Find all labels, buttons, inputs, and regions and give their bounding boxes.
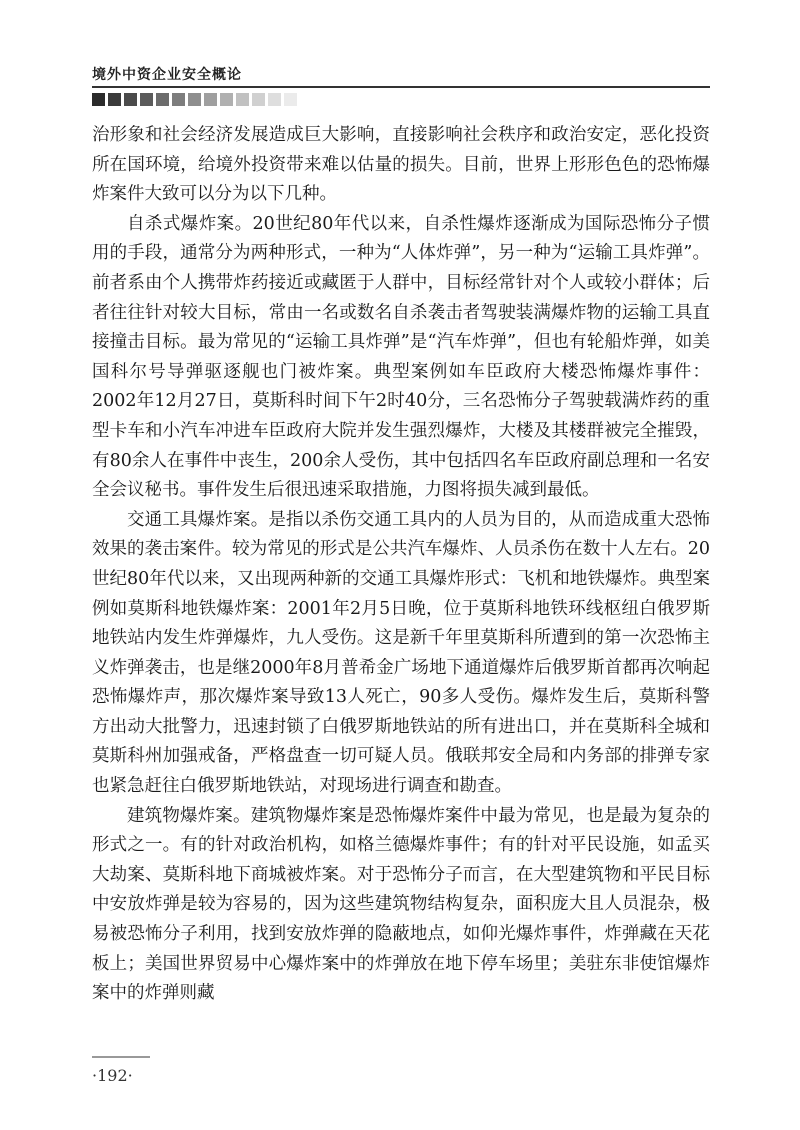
header-square: [92, 93, 105, 106]
running-header-title: 境外中资企业安全概论: [92, 67, 242, 83]
header-square: [172, 93, 185, 106]
header-square: [156, 93, 169, 106]
header-square: [204, 93, 217, 106]
paragraph-continuation: 治形象和社会经济发展造成巨大影响，直接影响社会秩序和政治安定，恶化投资所在国环境，给境外投资带来难以估量的损失。目前，世界上形形色色的恐怖爆炸案件大致可以分为以下几种。: [92, 125, 710, 205]
footer-rule: [92, 1056, 150, 1058]
header-square: [124, 93, 137, 106]
header-square: [252, 93, 265, 106]
header-square: [188, 93, 201, 106]
header-square: [268, 93, 281, 106]
header-decorative-squares: [92, 93, 297, 106]
header-rule: [92, 86, 710, 88]
header-square: [140, 93, 153, 106]
paragraph-transport-bombing: 交通工具爆炸案。是指以杀伤交通工具内的人员为目的，从而造成重大恐怖效果的袭击案件。较为常见的形式是公共汽车爆炸、人员杀伤在数十人左右。20世纪80年代以来，又出现两种新的交通工具爆炸形式：飞机和地铁爆炸。典型案例如莫斯科地铁爆炸案：2001年2月5日晚，位于莫斯科地铁环线枢纽白俄罗斯地铁站内发生炸弹爆炸，九人受伤。这是新千年里莫斯科所遭到的第一次恐怖主义炸弹袭击，也是继2000年8月普希金广场地下通道爆炸后俄罗斯首都再次响起恐怖爆炸声，那次爆炸案导致13人死亡，90多人受伤。爆炸发生后，莫斯科警方出动大批警力，迅速封锁了白俄罗斯地铁站的所有进出口，并在莫斯科全城和莫斯科州加强戒备，严格盘查一切可疑人员。俄联邦安全局和内务部的排弹专家也紧急赶往白俄罗斯地铁站，对现场进行调查和勘查。: [92, 509, 710, 797]
header-square: [236, 93, 249, 106]
header-square: [284, 93, 297, 106]
page-number: ·192·: [92, 1066, 133, 1085]
body-text: [92, 121, 710, 1009]
paragraph-building-bombing: 建筑物爆炸案。建筑物爆炸案是恐怖爆炸案件中最为常见，也是最为复杂的形式之一。有的针对政治机构，如格兰德爆炸事件；有的针对平民设施，如孟买大劫案、莫斯科地下商城被炸案。对于恐怖分子而言，在大型建筑物和平民目标中安放炸弹是较为容易的，因为这些建筑物结构复杂，面积庞大且人员混杂，极易被恐怖分子利用，找到安放炸弹的隐蔽地点，如仰光爆炸事件，炸弹藏在天花板上；美国世界贸易中心爆炸案中的炸弹放在地下停车场里；美驻东非使馆爆炸案中的炸弹则藏: [92, 805, 710, 1004]
header-square: [220, 93, 233, 106]
paragraph-suicide-bombing: 自杀式爆炸案。20世纪80年代以来，自杀性爆炸逐渐成为国际恐怖分子惯用的手段，通常分为两种形式，一种为“人体炸弹”，另一种为“运输工具炸弹”。前者系由个人携带炸药接近或藏匿于人群中，目标经常针对个人或较小群体；后者往往针对较大目标，常由一名或数名自杀袭击者驾驶装满爆炸物的运输工具直接撞击目标。最为常见的“运输工具炸弹”是“汽车炸弹”，但也有轮船炸弹，如美国科尔号导弹驱逐舰也门被炸案。典型案例如车臣政府大楼恐怖爆炸事件：2002年12月27日，莫斯科时间下午2时40分，三名恐怖分子驾驶载满炸药的重型卡车和小汽车冲进车臣政府大院并发生强烈爆炸，大楼及其楼群被完全摧毁，有80余人在事件中丧生，200余人受伤，其中包括四名车臣政府副总理和一名安全会议秘书。事件发生后很迅速采取措施，力图将损失减到最低。: [92, 213, 710, 501]
header-square: [108, 93, 121, 106]
